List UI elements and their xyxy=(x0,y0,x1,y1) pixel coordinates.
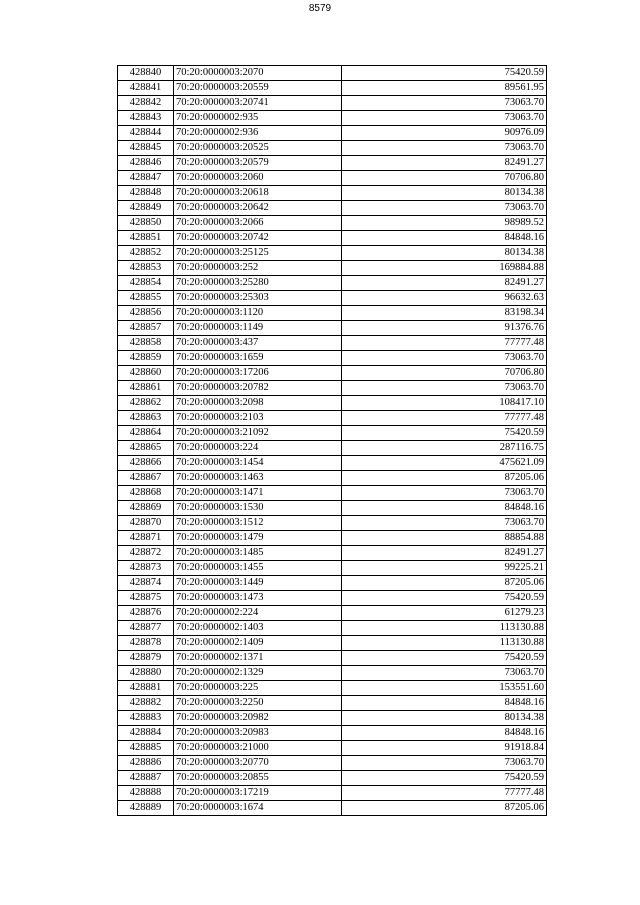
cadastral-number-cell: 70:20:0000002:1371 xyxy=(174,651,342,666)
cadastral-number-cell: 70:20:0000003:1674 xyxy=(174,801,342,816)
row-number-cell: 428874 xyxy=(118,576,174,591)
value-cell: 73063.70 xyxy=(342,381,547,396)
registry-table xyxy=(117,65,547,816)
value-cell: 84848.16 xyxy=(342,696,547,711)
table-row xyxy=(118,561,547,576)
registry-table-body xyxy=(118,66,547,816)
cadastral-number-cell: 70:20:0000003:17219 xyxy=(174,786,342,801)
cadastral-number-cell: 70:20:0000003:2250 xyxy=(174,696,342,711)
cadastral-number-cell: 70:20:0000002:224 xyxy=(174,606,342,621)
cadastral-number-cell: 70:20:0000003:20855 xyxy=(174,771,342,786)
cadastral-number-cell: 70:20:0000003:2070 xyxy=(174,66,342,81)
row-number-cell: 428864 xyxy=(118,426,174,441)
row-number-cell: 428850 xyxy=(118,216,174,231)
cadastral-number-cell: 70:20:0000003:20742 xyxy=(174,231,342,246)
row-number-cell: 428873 xyxy=(118,561,174,576)
table-row xyxy=(118,336,547,351)
row-number-cell: 428881 xyxy=(118,681,174,696)
table-row xyxy=(118,366,547,381)
table-row xyxy=(118,96,547,111)
cadastral-number-cell: 70:20:0000003:1454 xyxy=(174,456,342,471)
cadastral-number-cell: 70:20:0000002:936 xyxy=(174,126,342,141)
value-cell: 75420.59 xyxy=(342,591,547,606)
row-number-cell: 428840 xyxy=(118,66,174,81)
cadastral-number-cell: 70:20:0000003:20579 xyxy=(174,156,342,171)
table-row xyxy=(118,606,547,621)
value-cell: 75420.59 xyxy=(342,771,547,786)
table-row xyxy=(118,306,547,321)
table-row xyxy=(118,66,547,81)
value-cell: 113130.88 xyxy=(342,636,547,651)
table-row xyxy=(118,696,547,711)
value-cell: 73063.70 xyxy=(342,666,547,681)
value-cell: 87205.06 xyxy=(342,471,547,486)
table-row xyxy=(118,801,547,816)
cadastral-number-cell: 70:20:0000003:1120 xyxy=(174,306,342,321)
cadastral-number-cell: 70:20:0000003:25280 xyxy=(174,276,342,291)
value-cell: 75420.59 xyxy=(342,426,547,441)
cadastral-number-cell: 70:20:0000003:1463 xyxy=(174,471,342,486)
table-row xyxy=(118,81,547,96)
row-number-cell: 428849 xyxy=(118,201,174,216)
cadastral-number-cell: 70:20:0000003:25303 xyxy=(174,291,342,306)
table-row xyxy=(118,771,547,786)
cadastral-number-cell: 70:20:0000003:1471 xyxy=(174,486,342,501)
value-cell: 61279.23 xyxy=(342,606,547,621)
cadastral-number-cell: 70:20:0000003:21092 xyxy=(174,426,342,441)
row-number-cell: 428877 xyxy=(118,621,174,636)
value-cell: 75420.59 xyxy=(342,651,547,666)
table-row xyxy=(118,516,547,531)
value-cell: 73063.70 xyxy=(342,756,547,771)
table-row xyxy=(118,456,547,471)
value-cell: 73063.70 xyxy=(342,201,547,216)
cadastral-number-cell: 70:20:0000002:1403 xyxy=(174,621,342,636)
row-number-cell: 428867 xyxy=(118,471,174,486)
table-row xyxy=(118,231,547,246)
cadastral-number-cell: 70:20:0000003:20782 xyxy=(174,381,342,396)
row-number-cell: 428845 xyxy=(118,141,174,156)
value-cell: 82491.27 xyxy=(342,276,547,291)
row-number-cell: 428863 xyxy=(118,411,174,426)
table-row xyxy=(118,426,547,441)
table-row xyxy=(118,441,547,456)
table-row xyxy=(118,126,547,141)
cadastral-number-cell: 70:20:0000002:935 xyxy=(174,111,342,126)
value-cell: 287116.75 xyxy=(342,441,547,456)
table-row xyxy=(118,576,547,591)
value-cell: 73063.70 xyxy=(342,141,547,156)
row-number-cell: 428858 xyxy=(118,336,174,351)
row-number-cell: 428854 xyxy=(118,276,174,291)
value-cell: 87205.06 xyxy=(342,801,547,816)
row-number-cell: 428842 xyxy=(118,96,174,111)
cadastral-number-cell: 70:20:0000003:1473 xyxy=(174,591,342,606)
cadastral-number-cell: 70:20:0000003:252 xyxy=(174,261,342,276)
row-number-cell: 428889 xyxy=(118,801,174,816)
cadastral-number-cell: 70:20:0000003:2098 xyxy=(174,396,342,411)
cadastral-number-cell: 70:20:0000003:1149 xyxy=(174,321,342,336)
value-cell: 84848.16 xyxy=(342,501,547,516)
cadastral-number-cell: 70:20:0000003:1485 xyxy=(174,546,342,561)
table-row xyxy=(118,111,547,126)
value-cell: 80134.38 xyxy=(342,186,547,201)
table-row xyxy=(118,141,547,156)
table-row xyxy=(118,711,547,726)
cadastral-number-cell: 70:20:0000003:2060 xyxy=(174,171,342,186)
row-number-cell: 428852 xyxy=(118,246,174,261)
table-row xyxy=(118,546,547,561)
cadastral-number-cell: 70:20:0000003:25125 xyxy=(174,246,342,261)
table-row xyxy=(118,276,547,291)
table-row xyxy=(118,621,547,636)
table-row xyxy=(118,246,547,261)
row-number-cell: 428883 xyxy=(118,711,174,726)
value-cell: 153551.60 xyxy=(342,681,547,696)
row-number-cell: 428856 xyxy=(118,306,174,321)
value-cell: 73063.70 xyxy=(342,96,547,111)
row-number-cell: 428868 xyxy=(118,486,174,501)
cadastral-number-cell: 70:20:0000003:17206 xyxy=(174,366,342,381)
table-row xyxy=(118,381,547,396)
row-number-cell: 428841 xyxy=(118,81,174,96)
value-cell: 77777.48 xyxy=(342,786,547,801)
cadastral-number-cell: 70:20:0000003:20618 xyxy=(174,186,342,201)
value-cell: 91918.84 xyxy=(342,741,547,756)
value-cell: 77777.48 xyxy=(342,336,547,351)
value-cell: 77777.48 xyxy=(342,411,547,426)
row-number-cell: 428878 xyxy=(118,636,174,651)
row-number-cell: 428857 xyxy=(118,321,174,336)
value-cell: 113130.88 xyxy=(342,621,547,636)
value-cell: 80134.38 xyxy=(342,246,547,261)
value-cell: 475621.09 xyxy=(342,456,547,471)
value-cell: 82491.27 xyxy=(342,546,547,561)
cadastral-number-cell: 70:20:0000003:20983 xyxy=(174,726,342,741)
row-number-cell: 428879 xyxy=(118,651,174,666)
row-number-cell: 428866 xyxy=(118,456,174,471)
row-number-cell: 428870 xyxy=(118,516,174,531)
row-number-cell: 428860 xyxy=(118,366,174,381)
cadastral-number-cell: 70:20:0000003:20525 xyxy=(174,141,342,156)
row-number-cell: 428847 xyxy=(118,171,174,186)
table-row xyxy=(118,786,547,801)
row-number-cell: 428851 xyxy=(118,231,174,246)
table-row xyxy=(118,741,547,756)
table-row xyxy=(118,531,547,546)
cadastral-number-cell: 70:20:0000003:20741 xyxy=(174,96,342,111)
row-number-cell: 428888 xyxy=(118,786,174,801)
value-cell: 82491.27 xyxy=(342,156,547,171)
cadastral-number-cell: 70:20:0000003:1530 xyxy=(174,501,342,516)
table-row xyxy=(118,156,547,171)
table-row xyxy=(118,681,547,696)
table-row xyxy=(118,486,547,501)
row-number-cell: 428862 xyxy=(118,396,174,411)
row-number-cell: 428865 xyxy=(118,441,174,456)
table-row xyxy=(118,201,547,216)
table-row xyxy=(118,216,547,231)
row-number-cell: 428884 xyxy=(118,726,174,741)
row-number-cell: 428848 xyxy=(118,186,174,201)
table-row xyxy=(118,666,547,681)
value-cell: 73063.70 xyxy=(342,111,547,126)
table-row xyxy=(118,186,547,201)
row-number-cell: 428855 xyxy=(118,291,174,306)
table-row xyxy=(118,636,547,651)
value-cell: 80134.38 xyxy=(342,711,547,726)
value-cell: 87205.06 xyxy=(342,576,547,591)
cadastral-number-cell: 70:20:0000002:1329 xyxy=(174,666,342,681)
row-number-cell: 428853 xyxy=(118,261,174,276)
row-number-cell: 428861 xyxy=(118,381,174,396)
value-cell: 96632.63 xyxy=(342,291,547,306)
table-row xyxy=(118,411,547,426)
table-row xyxy=(118,726,547,741)
table-row xyxy=(118,351,547,366)
value-cell: 89561.95 xyxy=(342,81,547,96)
table-row xyxy=(118,396,547,411)
row-number-cell: 428875 xyxy=(118,591,174,606)
cadastral-number-cell: 70:20:0000003:20642 xyxy=(174,201,342,216)
value-cell: 88854.88 xyxy=(342,531,547,546)
row-number-cell: 428843 xyxy=(118,111,174,126)
cadastral-number-cell: 70:20:0000002:1409 xyxy=(174,636,342,651)
value-cell: 73063.70 xyxy=(342,516,547,531)
table-row xyxy=(118,651,547,666)
row-number-cell: 428885 xyxy=(118,741,174,756)
value-cell: 73063.70 xyxy=(342,486,547,501)
value-cell: 83198.34 xyxy=(342,306,547,321)
value-cell: 99225.21 xyxy=(342,561,547,576)
cadastral-number-cell: 70:20:0000003:2103 xyxy=(174,411,342,426)
row-number-cell: 428859 xyxy=(118,351,174,366)
value-cell: 98989.52 xyxy=(342,216,547,231)
row-number-cell: 428886 xyxy=(118,756,174,771)
cadastral-number-cell: 70:20:0000003:1449 xyxy=(174,576,342,591)
cadastral-number-cell: 70:20:0000003:225 xyxy=(174,681,342,696)
row-number-cell: 428871 xyxy=(118,531,174,546)
table-row xyxy=(118,261,547,276)
value-cell: 169884.88 xyxy=(342,261,547,276)
value-cell: 70706.80 xyxy=(342,171,547,186)
cadastral-number-cell: 70:20:0000003:2066 xyxy=(174,216,342,231)
value-cell: 84848.16 xyxy=(342,726,547,741)
value-cell: 84848.16 xyxy=(342,231,547,246)
table-row xyxy=(118,171,547,186)
cadastral-number-cell: 70:20:0000003:20559 xyxy=(174,81,342,96)
cadastral-number-cell: 70:20:0000003:1512 xyxy=(174,516,342,531)
page-number: 8579 xyxy=(308,3,332,14)
row-number-cell: 428872 xyxy=(118,546,174,561)
value-cell: 75420.59 xyxy=(342,66,547,81)
value-cell: 73063.70 xyxy=(342,351,547,366)
row-number-cell: 428876 xyxy=(118,606,174,621)
table-row xyxy=(118,291,547,306)
value-cell: 108417.10 xyxy=(342,396,547,411)
cadastral-number-cell: 70:20:0000003:437 xyxy=(174,336,342,351)
row-number-cell: 428869 xyxy=(118,501,174,516)
cadastral-number-cell: 70:20:0000003:20770 xyxy=(174,756,342,771)
table-row xyxy=(118,471,547,486)
cadastral-number-cell: 70:20:0000003:1455 xyxy=(174,561,342,576)
cadastral-number-cell: 70:20:0000003:21000 xyxy=(174,741,342,756)
row-number-cell: 428882 xyxy=(118,696,174,711)
row-number-cell: 428887 xyxy=(118,771,174,786)
cadastral-number-cell: 70:20:0000003:1479 xyxy=(174,531,342,546)
cadastral-number-cell: 70:20:0000003:224 xyxy=(174,441,342,456)
table-row xyxy=(118,756,547,771)
table-row xyxy=(118,501,547,516)
row-number-cell: 428846 xyxy=(118,156,174,171)
value-cell: 90976.09 xyxy=(342,126,547,141)
table-row xyxy=(118,591,547,606)
cadastral-number-cell: 70:20:0000003:1659 xyxy=(174,351,342,366)
row-number-cell: 428880 xyxy=(118,666,174,681)
value-cell: 91376.76 xyxy=(342,321,547,336)
row-number-cell: 428844 xyxy=(118,126,174,141)
table-row xyxy=(118,321,547,336)
value-cell: 70706.80 xyxy=(342,366,547,381)
cadastral-number-cell: 70:20:0000003:20982 xyxy=(174,711,342,726)
